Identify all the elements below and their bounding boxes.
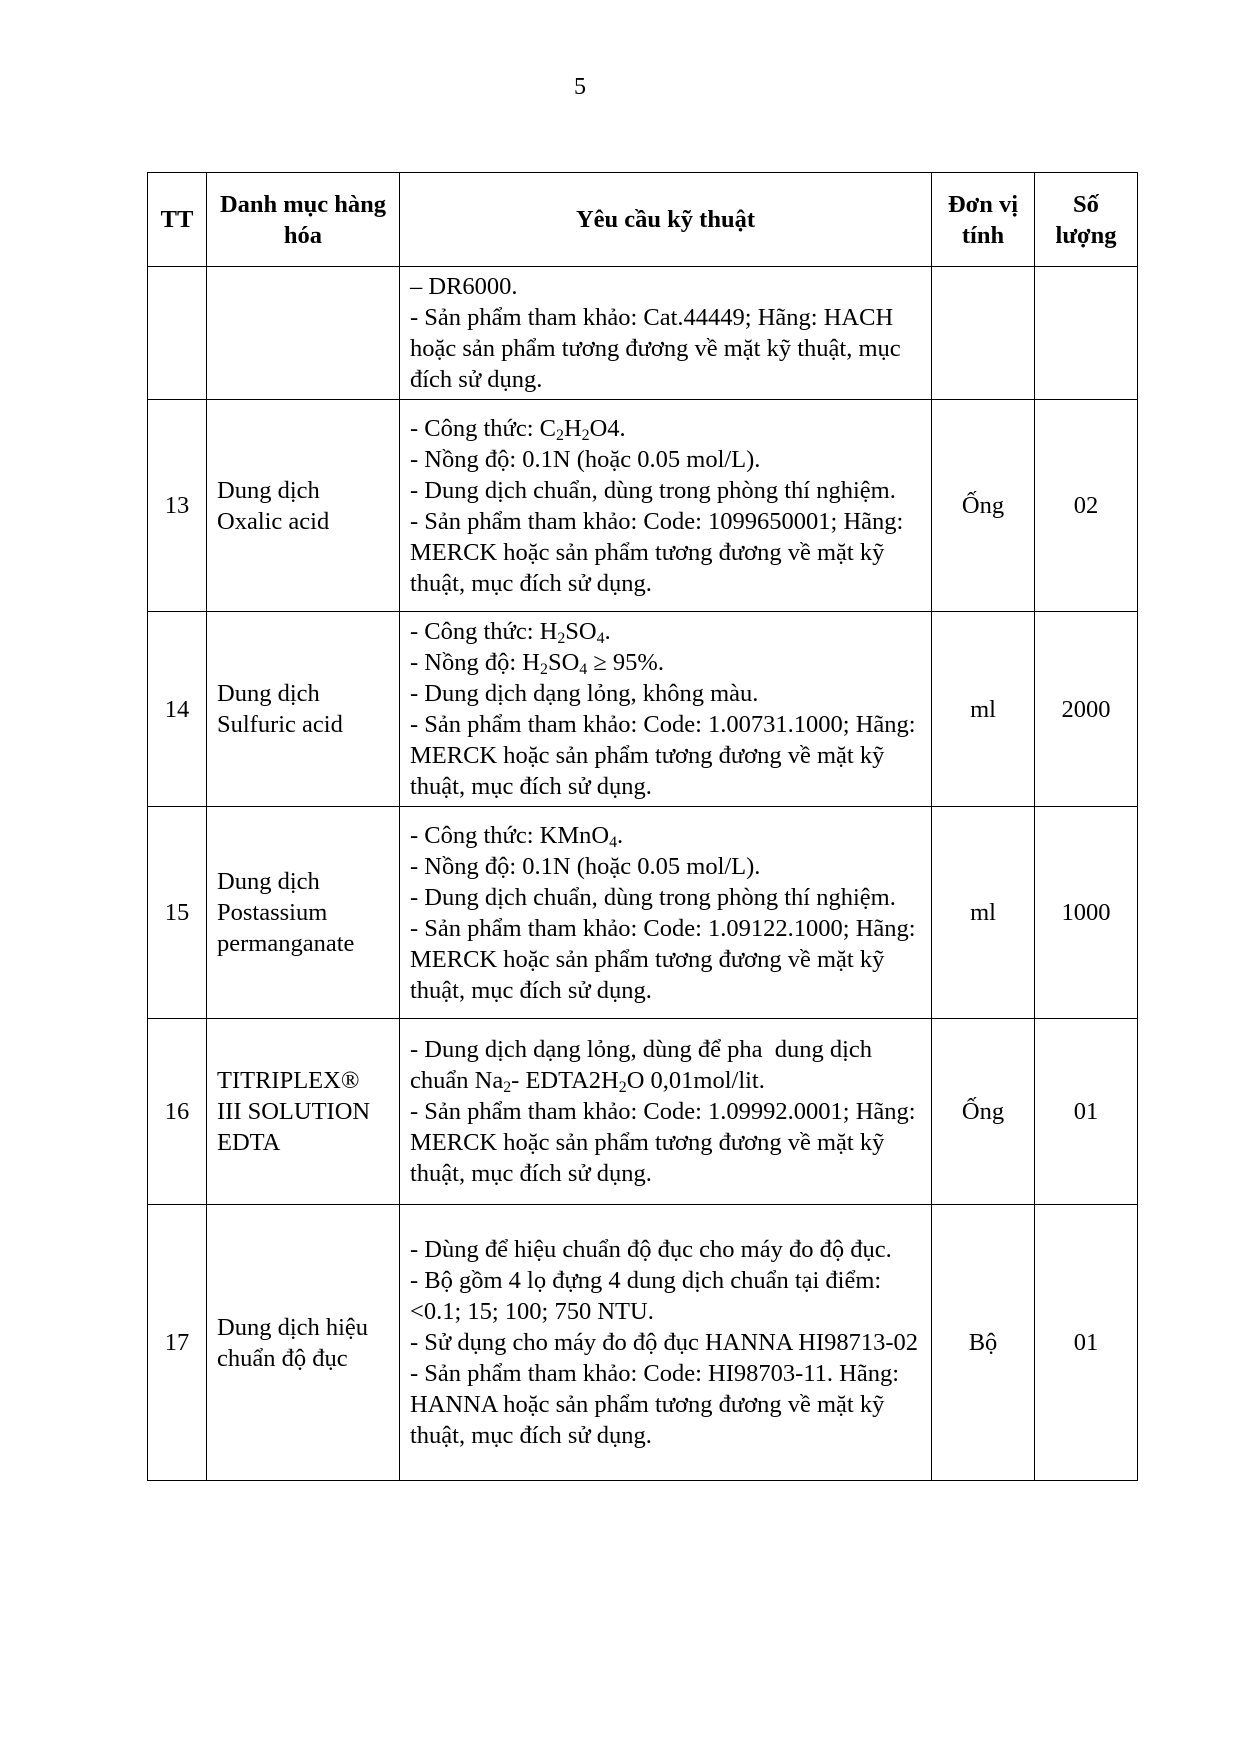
item-unit xyxy=(932,267,1035,400)
requirement-line: - Bộ gồm 4 lọ đựng 4 dung dịch chuẩn tại điểm: <0.1; 15; 100; 750 NTU. xyxy=(410,1267,888,1325)
requirement-line: - Sử dụng cho máy đo độ đục HANNA HI98713-02 xyxy=(410,1329,918,1356)
table-row xyxy=(148,400,1138,612)
requirement-line: - Sản phẩm tham khảo: Code: HI98703-11. Hãng: HANNA hoặc sản phẩm tương đương về mặt kỹ thuật, mục đích sử dụng. xyxy=(410,1360,906,1449)
requirement-line: - Dung dịch dạng lỏng, dùng để pha dung dịch chuẩn $Na_2-$ $EDTA2H_2O$ 0,01mol/lit. xyxy=(410,1036,879,1096)
item-number: 15 xyxy=(148,807,207,1019)
item-quantity xyxy=(1035,267,1138,400)
requirement-line: - Sản phẩm tham khảo: Code: 1.09992.0001; Hãng: MERCK hoặc sản phẩm tương đương về mặt kỹ thuật, mục đích sử dụng. xyxy=(410,1098,922,1187)
item-unit: Ống xyxy=(932,400,1035,612)
header-requirements: Yêu cầu kỹ thuật xyxy=(400,173,932,267)
table-row xyxy=(148,807,1138,1019)
requirement-line: - Nồng độ: 0.1N (hoặc 0.05 mol/L). xyxy=(410,445,761,473)
requirement-line: - Công thức: $H_2SO_4$. xyxy=(410,618,611,647)
item-number: 14 xyxy=(148,612,207,807)
table-body xyxy=(148,267,1138,1481)
specification-table xyxy=(147,172,1138,1481)
requirement-line: - Sản phẩm tham khảo: Code: 1099650001; Hãng: MERCK hoặc sản phẩm tương đương về mặt kỹ thuật, mục đích sử dụng. xyxy=(410,507,910,597)
item-name: Dung dịch Oxalic acid xyxy=(207,400,400,612)
requirement-line: - Sản phẩm tham khảo: Code: 1.00731.1000; Hãng: MERCK hoặc sản phẩm tương đương về mặt kỹ thuật, mục đích sử dụng. xyxy=(410,711,922,800)
requirement-line: - Sản phẩm tham khảo: Cat.44449; Hãng: HACH hoặc sản phẩm tương đương về mặt kỹ thuật, mục đích sử dụng. xyxy=(410,304,907,393)
item-unit: Ống xyxy=(932,1019,1035,1205)
item-requirements xyxy=(400,612,932,807)
item-name: Dung dịch Postassium permanganate xyxy=(207,807,400,1019)
item-number: 16 xyxy=(148,1019,207,1205)
item-requirements xyxy=(400,267,932,400)
table-row xyxy=(148,1019,1138,1205)
item-quantity: 02 xyxy=(1035,400,1138,612)
requirement-line: - Công thức: KMnO$_4$. xyxy=(410,821,624,851)
item-number xyxy=(148,267,207,400)
item-unit: ml xyxy=(932,612,1035,807)
item-requirements xyxy=(400,1205,932,1481)
item-unit: ml xyxy=(932,807,1035,1019)
item-number: 13 xyxy=(148,400,207,612)
header-unit: Đơn vị tính xyxy=(932,173,1035,267)
item-quantity: 2000 xyxy=(1035,612,1138,807)
page-number: 5 xyxy=(574,74,586,100)
requirement-line: - Dùng để hiệu chuẩn độ đục cho máy đo độ đục. xyxy=(410,1236,892,1263)
item-unit: Bộ xyxy=(932,1205,1035,1481)
table-row xyxy=(148,267,1138,400)
table-row xyxy=(148,612,1138,807)
requirement-line: - Công thức: $C_2H_2O4$. xyxy=(410,414,626,444)
item-requirements xyxy=(400,1019,932,1205)
item-requirements xyxy=(400,400,932,612)
requirement-line: - Dung dịch chuẩn, dùng trong phòng thí nghiệm. xyxy=(410,883,896,911)
item-name: TITRIPLEX® III SOLUTION EDTA xyxy=(207,1019,400,1205)
requirement-line: - Dung dịch dạng lỏng, không màu. xyxy=(410,680,759,707)
item-name: Dung dịch Sulfuric acid xyxy=(207,612,400,807)
header-quantity: Số lượng xyxy=(1035,173,1138,267)
table-row xyxy=(148,1205,1138,1481)
item-name xyxy=(207,267,400,400)
item-requirements xyxy=(400,807,932,1019)
header-name: Danh mục hàng hóa xyxy=(207,173,400,267)
requirement-line: - Dung dịch chuẩn, dùng trong phòng thí nghiệm. xyxy=(410,476,896,504)
item-name: Dung dịch hiệu chuẩn độ đục xyxy=(207,1205,400,1481)
item-quantity: 1000 xyxy=(1035,807,1138,1019)
table-header xyxy=(148,173,1138,267)
item-number: 17 xyxy=(148,1205,207,1481)
item-quantity: 01 xyxy=(1035,1205,1138,1481)
item-quantity: 01 xyxy=(1035,1019,1138,1205)
header-tt: TT xyxy=(148,173,207,267)
requirement-line: – DR6000. xyxy=(410,273,518,300)
requirement-line: - Nồng độ: 0.1N (hoặc 0.05 mol/L). xyxy=(410,852,761,880)
requirement-line: - Nồng độ: $H_2SO_4 \ge 95\%$. xyxy=(410,649,664,678)
requirement-line: - Sản phẩm tham khảo: Code: 1.09122.1000; Hãng: MERCK hoặc sản phẩm tương đương về mặt kỹ thuật, mục đích sử dụng. xyxy=(410,914,922,1004)
